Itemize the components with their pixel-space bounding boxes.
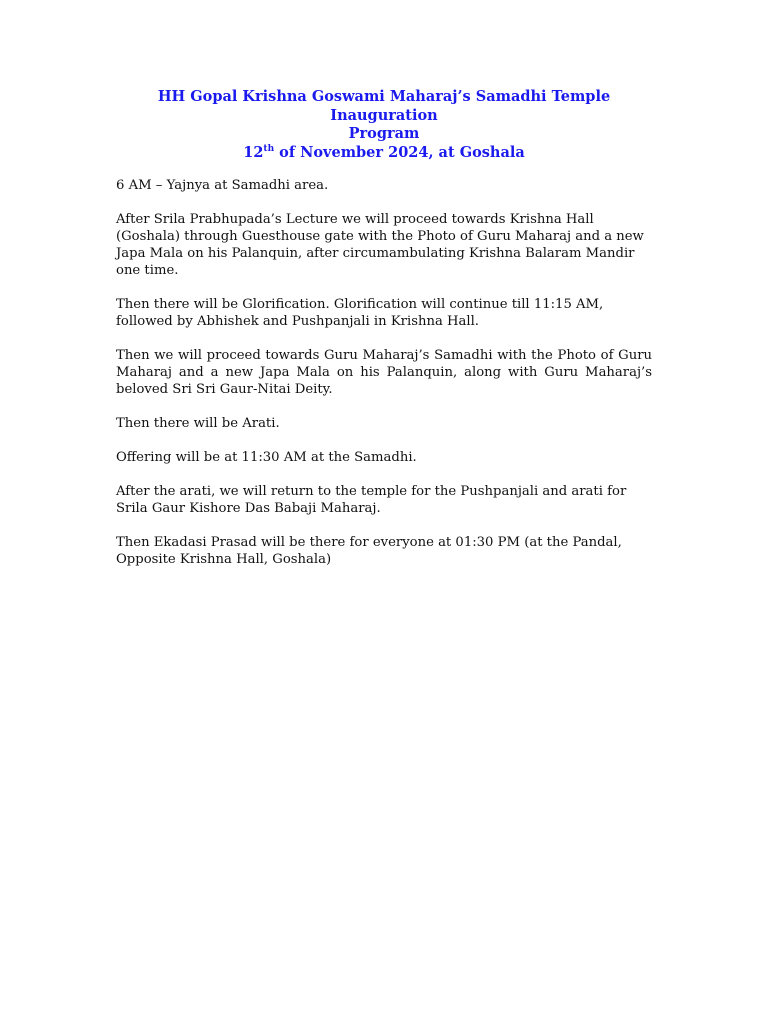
paragraph-offering: Offering will be at 11:30 AM at the Samadhi. (116, 450, 417, 465)
title-date-rest: of November 2024, at Goshala (274, 143, 525, 161)
paragraph-lecture-procession: After Srila Prabhupada’s Lecture we will proceed towards Krishna Hall (Goshala) through Guesthouse gate with the Photo of Guru Maharaj and a new Japa Mala on his Palanquin, after circumambulating Krishna Balaram Mandir one time. (116, 212, 644, 278)
paragraph-yajnya: 6 AM – Yajnya at Samadhi area. (116, 178, 329, 193)
document-title (116, 88, 652, 162)
title-line-3 (116, 144, 652, 163)
paragraph-glorification: Then there will be Glorification. Glorification will continue till 11:15 AM, followed by Abhishek and Pushpanjali in Krishna Hall. (116, 297, 604, 329)
title-date-day: 12 (243, 143, 264, 161)
paragraph-ekadasi-prasad: Then Ekadasi Prasad will be there for everyone at 01:30 PM (at the Pandal, Opposite Krishna Hall, Goshala) (116, 535, 622, 567)
document-page (116, 88, 652, 585)
paragraph-arati: Then there will be Arati. (116, 416, 280, 431)
paragraph-return-temple: After the arati, we will return to the temple for the Pushpanjali and arati for Srila Gaur Kishore Das Babaji Maharaj. (116, 484, 627, 516)
title-date-suffix: th (263, 143, 275, 154)
paragraph-samadhi-procession: Then we will proceed towards Guru Maharaj’s Samadhi with the Photo of Guru Maharaj and a new Japa Mala on his Palanquin, along with Guru Maharaj’s beloved Sri Sri Gaur-Nitai Deity. (116, 348, 652, 397)
title-line-2: Program (348, 125, 420, 142)
title-line-1: HH Gopal Krishna Goswami Maharaj’s Samadhi Temple Inauguration (157, 88, 611, 124)
